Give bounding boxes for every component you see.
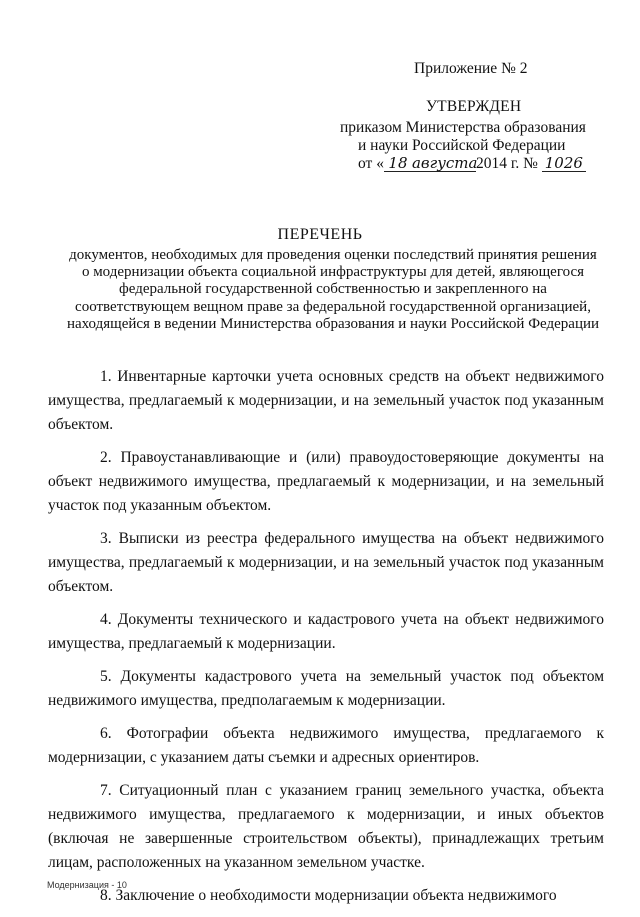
subtitle-line: документов, необходимых для проведения оценки последствий принятия решения — [69, 247, 597, 263]
date-month-handwritten: августа — [411, 154, 478, 172]
subtitle-line: соответствующем вещном праве за федеральной государственной организацией, — [75, 298, 591, 315]
order-number-handwritten: 1026 — [542, 155, 586, 172]
document-title: ПЕРЕЧЕНЬ — [277, 226, 363, 243]
list-item: 6. Фотографии объекта недвижимого имущества, предлагаемого к модернизации, с указанием даты съемки и адресных ориентиров. — [48, 725, 604, 766]
subtitle-line: находящейся в ведении Министерства образования и науки Российской Федерации — [66, 315, 600, 332]
list-item: 5. Документы кадастрового учета на земельный участок под объектом недвижимого имущества, предполагаемым к модернизации. — [48, 668, 604, 709]
date-prefix: от « — [358, 155, 384, 172]
appendix-label: Приложение № 2 — [414, 60, 528, 77]
subtitle-line: о модернизации объекта социальной инфраструктуры для детей, являющегося — [81, 264, 585, 281]
order-date-line — [358, 155, 586, 173]
list-item: 8. Заключение о необходимости модернизации объекта недвижимого — [100, 887, 557, 904]
list-item: 1. Инвентарные карточки учета основных средств на объект недвижимого имущества, предлагаемый к модернизации, и на земельный участок под указанным объектом. — [48, 368, 604, 433]
subtitle-line: федеральной государственной собственностью и закрепленного на — [119, 281, 547, 298]
list-item: 2. Правоустанавливающие и (или) правоудостоверяющие документы на объект недвижимого имущества, предлагаемый к модернизации, и на земельный участок под указанным объектом. — [48, 449, 604, 514]
order-line-2: и науки Российской Федерации — [358, 137, 566, 154]
document-subtitle — [48, 247, 618, 333]
date-day-handwritten: 18 — [384, 155, 412, 172]
list-item: 7. Ситуационный план с указанием границ земельного участка, объекта недвижимого имущества, предлагаемого к модернизации, и иных объектов (включая не завершенные строительством объекты), принадлежащих третьим лицам, расположенных на указанном земельном участке. — [48, 782, 604, 871]
document-body — [48, 365, 604, 917]
list-item: 3. Выписки из реестра федерального имущества на объект недвижимого имущества, предлагаемый к модернизации, и на земельный участок под указанным объектом. — [48, 530, 604, 595]
approved-label: УТВЕРЖДЕН — [426, 98, 522, 115]
order-line-1: приказом Министерства образования — [340, 119, 586, 136]
list-item: 4. Документы технического и кадастрового учета на объект недвижимого имущества, предлагаемый к модернизации. — [48, 611, 604, 652]
page-footer: Модернизация - 10 — [47, 880, 127, 890]
date-year: 2014 г. № — [475, 155, 538, 172]
